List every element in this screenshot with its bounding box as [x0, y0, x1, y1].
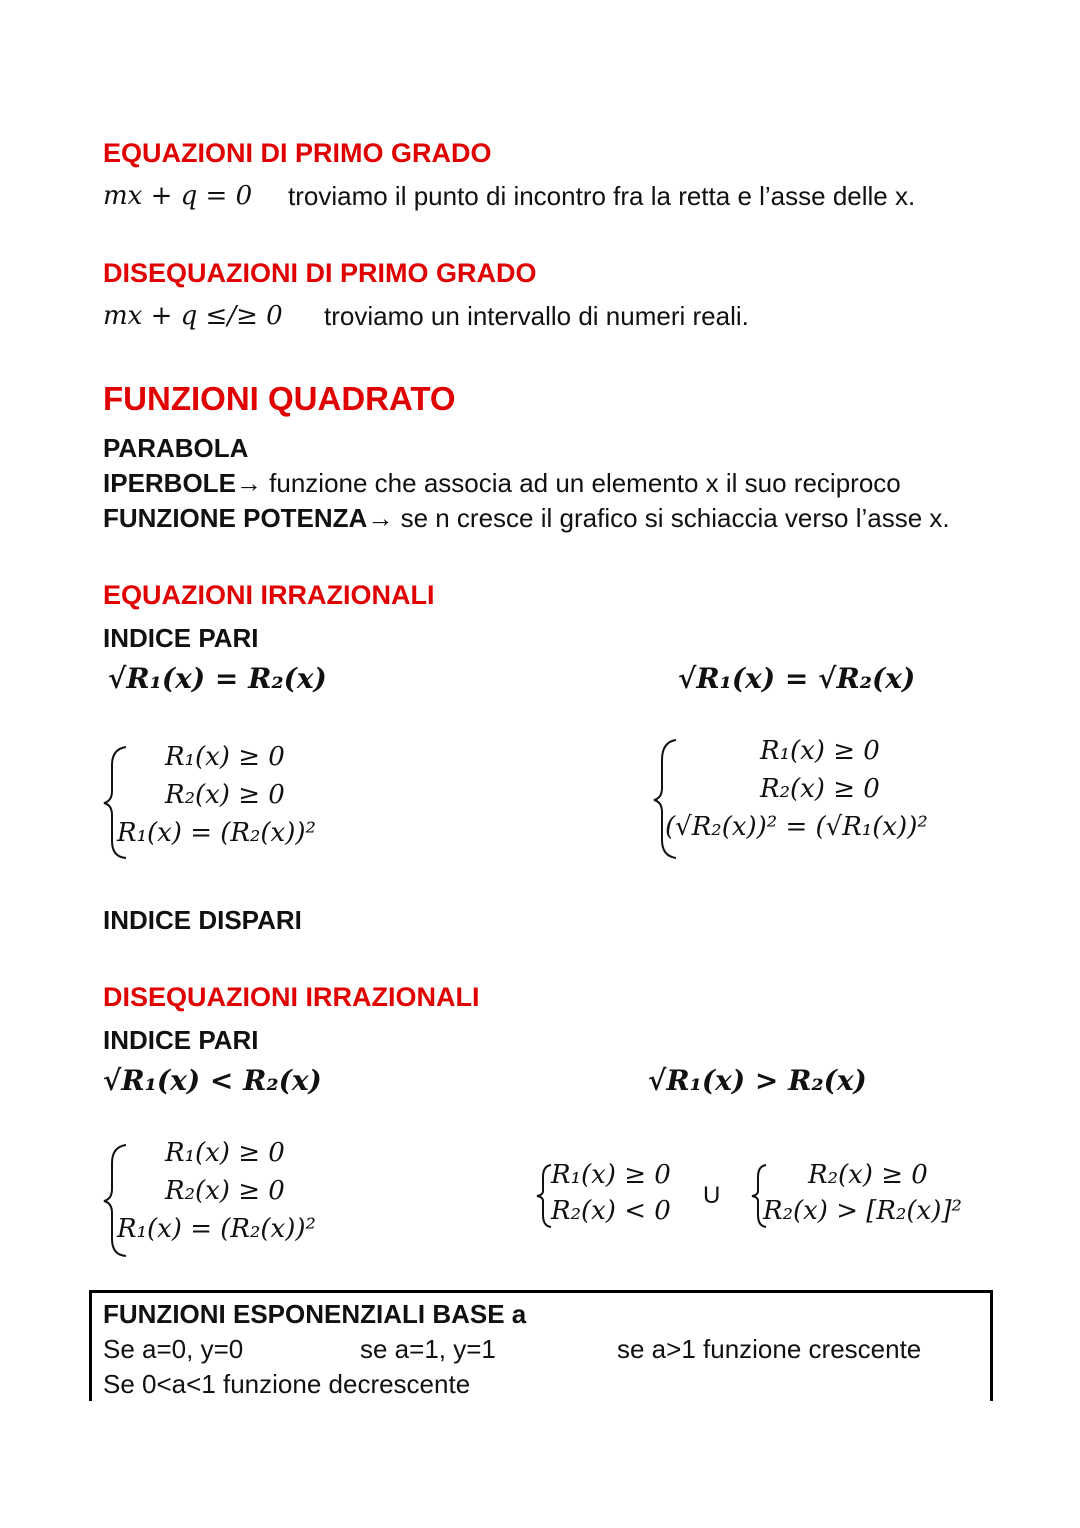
section-title-equazioni-irrazionali: EQUAZIONI IRRAZIONALI: [103, 580, 435, 610]
box-case-a-zero: Se a=0, y=0: [103, 1334, 244, 1364]
system-line: R₂(x) < 0: [551, 1196, 671, 1226]
section-title-disequazioni-primo-grado: DISEQUAZIONI DI PRIMO GRADO: [103, 258, 537, 288]
system-line: R₁(x) ≥ 0: [760, 736, 880, 766]
section-title-funzioni-quadrato: FUNZIONI QUADRATO: [103, 380, 456, 417]
box-case-a-one: se a=1, y=1: [360, 1334, 496, 1364]
text-iperbole: funzione che associa ad un elemento x il suo reciproco: [261, 468, 901, 498]
text-funzione-potenza: se n cresce il grafico si schiaccia verso l’asse x.: [393, 503, 950, 533]
box-case-a-between: Se 0<a<1 funzione decrescente: [103, 1369, 471, 1399]
section-title-equazioni-primo-grado: EQUAZIONI DI PRIMO GRADO: [103, 138, 492, 168]
system-line: R₁(x) ≥ 0: [551, 1160, 671, 1190]
section-title-disequazioni-irrazionali: DISEQUAZIONI IRRAZIONALI: [103, 982, 480, 1012]
formula-linear-equation: mx + q = 0: [103, 181, 253, 211]
label-indice-pari: INDICE PARI: [103, 1025, 259, 1055]
inequality-sqrt-r1-greater-r2: √R₁(x) > R₂(x): [648, 1064, 867, 1097]
equation-sqrt-r1-equals-sqrt-r2: √R₁(x) = √R₂(x): [678, 662, 916, 695]
system-disequazione-pari-2a: [551, 1157, 671, 1229]
system-disequazione-pari-2b: [763, 1157, 962, 1229]
label-indice-dispari: INDICE DISPARI: [103, 905, 302, 935]
inequality-sqrt-r1-less-r2: √R₁(x) < R₂(x): [103, 1064, 322, 1097]
equation-sqrt-r1-equals-r2: √R₁(x) = R₂(x): [108, 662, 327, 695]
system-line: R₁(x) = (R₂(x))²: [117, 1214, 316, 1244]
label-iperbole: IPERBOLE→: [103, 468, 262, 498]
description-linear-inequality: troviamo un intervallo di numeri reali.: [324, 301, 749, 331]
union-symbol: U: [703, 1182, 721, 1209]
system-disequazione-pari-1: [117, 1134, 316, 1248]
system-line: R₂(x) ≥ 0: [760, 774, 880, 804]
line-funzione-potenza: [103, 503, 950, 534]
line-iperbole: [103, 468, 901, 499]
system-line: R₁(x) = (R₂(x))²: [117, 818, 316, 848]
box-case-a-greater-one: se a>1 funzione crescente: [617, 1334, 922, 1364]
system-equazione-pari-2: [665, 732, 928, 846]
system-equazione-pari-1: [117, 738, 316, 852]
description-linear-equation: troviamo il punto di incontro fra la retta e l’asse delle x.: [288, 181, 916, 211]
system-line: R₂(x) ≥ 0: [165, 780, 285, 810]
label-parabola: PARABOLA: [103, 433, 249, 463]
system-line: R₂(x) > [R₂(x)]²: [763, 1196, 962, 1226]
box-title: FUNZIONI ESPONENZIALI BASE a: [103, 1299, 527, 1329]
label-funzione-potenza: FUNZIONE POTENZA→: [103, 503, 394, 533]
system-line: R₂(x) ≥ 0: [808, 1160, 928, 1190]
system-brace-icon: [533, 1163, 553, 1229]
formula-linear-inequality: mx + q ≤/≥ 0: [103, 301, 283, 331]
system-line: R₁(x) ≥ 0: [165, 1138, 285, 1168]
system-line: R₂(x) ≥ 0: [165, 1176, 285, 1206]
system-line: R₁(x) ≥ 0: [165, 742, 285, 772]
label-indice-pari: INDICE PARI: [103, 623, 259, 653]
system-line: (√R₂(x))² = (√R₁(x))²: [665, 812, 928, 842]
